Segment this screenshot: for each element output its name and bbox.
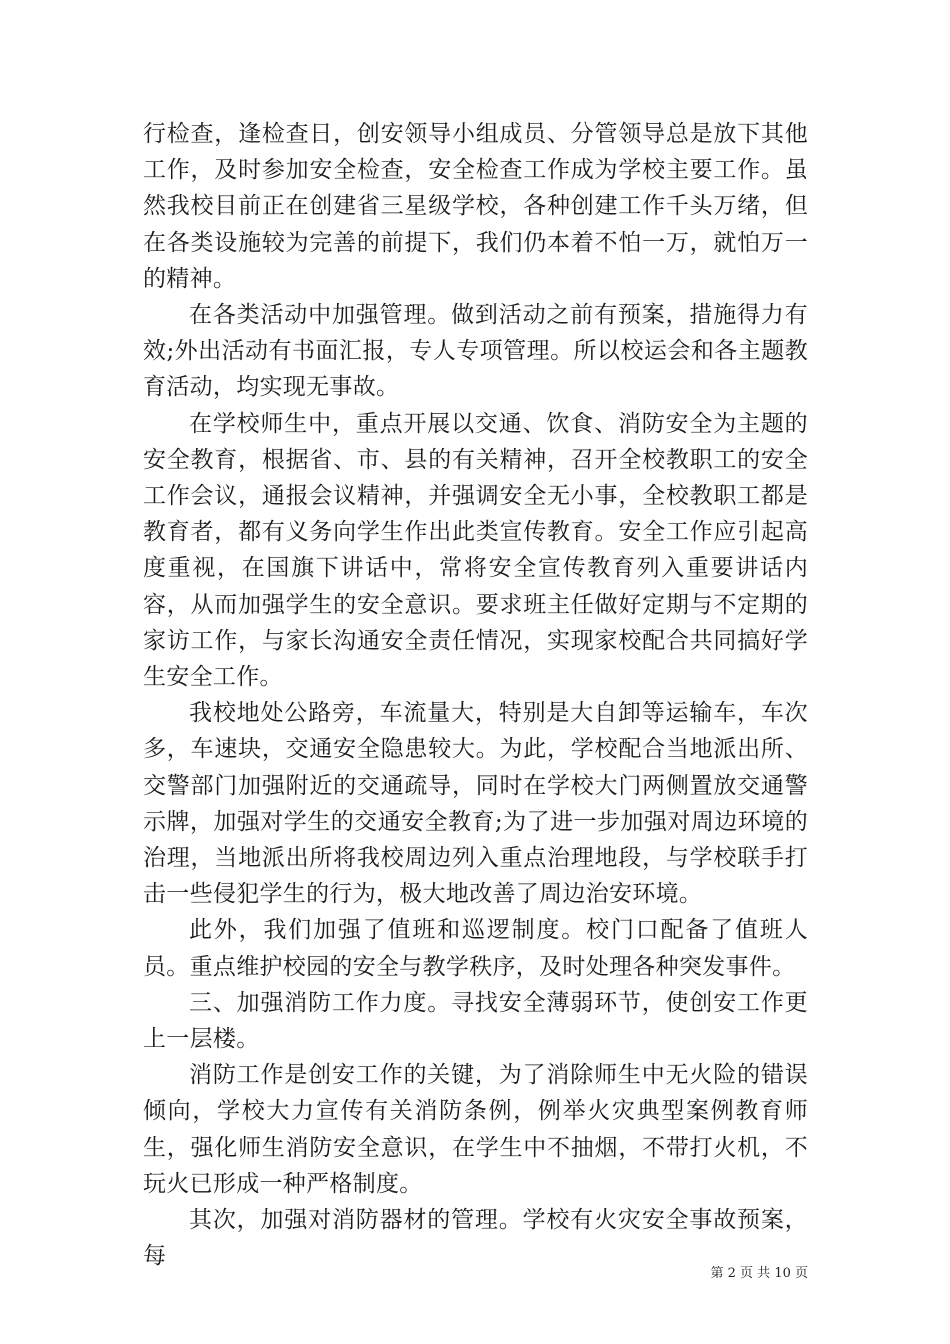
paragraph-8: 其次，加强对消防器材的管理。学校有火灾安全事故预案，每 [143, 1207, 808, 1270]
paragraph-7: 消防工作是创安工作的关键，为了消除师生中无火险的错误倾向，学校大力宣传有关消防条例，例举火灾典型案例教育师生，强化师生消防安全意识，在学生中不抽烟，不带打火机，不玩火已形成一种严格制度。 [143, 1062, 808, 1197]
page-number-footer: 第 2 页 共 10 页 [710, 1266, 808, 1281]
paragraph-5: 此外，我们加强了值班和巡逻制度。校门口配备了值班人员。重点维护校园的安全与教学秩序，及时处理各种突发事件。 [143, 917, 808, 980]
document-body [143, 116, 808, 1275]
paragraph-2: 在各类活动中加强管理。做到活动之前有预案，措施得力有效;外出活动有书面汇报，专人专项管理。所以校运会和各主题教育活动，均实现无事故。 [143, 302, 808, 401]
paragraph-3: 在学校师生中，重点开展以交通、饮食、消防安全为主题的安全教育，根据省、市、县的有关精神，召开全校教职工的安全工作会议，通报会议精神，并强调安全无小事，全校教职工都是教育者，都有义务向学生作出此类宣传教育。安全工作应引起高度重视，在国旗下讲话中，常将安全宣传教育列入重要讲话内容，从而加强学生的安全意识。要求班主任做好定期与不定期的家访工作，与家长沟通安全责任情况，实现家校配合共同搞好学生安全工作。 [143, 410, 808, 691]
paragraph-1: 行检查，逢检查日，创安领导小组成员、分管领导总是放下其他工作，及时参加安全检查，安全检查工作成为学校主要工作。虽然我校目前正在创建省三星级学校，各种创建工作千头万绪，但在各类设施较为完善的前提下，我们仍本着不怕一万，就怕万一的精神。 [143, 121, 808, 292]
section-heading-fire-safety: 三、加强消防工作力度。寻找安全薄弱环节，使创安工作更上一层楼。 [143, 989, 808, 1053]
paragraph-4: 我校地处公路旁，车流量大，特别是大自卸等运输车，车次多，车速块，交通安全隐患较大。为此，学校配合当地派出所、交警部门加强附近的交通疏导，同时在学校大门两侧置放交通警示牌，加强对学生的交通安全教育;为了进一步加强对周边环境的治理，当地派出所将我校周边列入重点治理地段，与学校联手打击一些侵犯学生的行为，极大地改善了周边治安环境。 [143, 700, 808, 908]
